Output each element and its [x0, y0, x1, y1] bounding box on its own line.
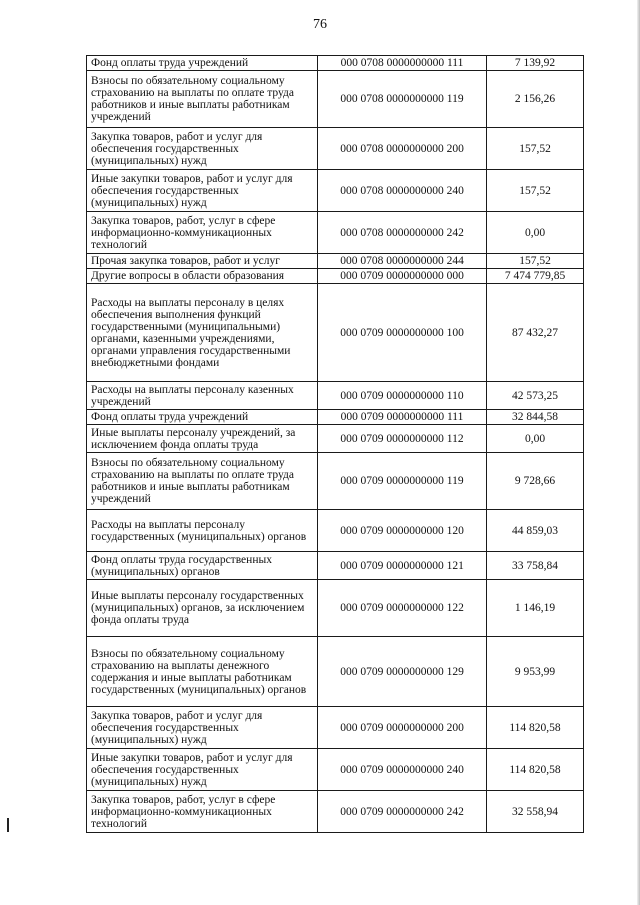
row-name-cell: Фонд оплаты труда учреждений	[87, 56, 318, 71]
table-row	[87, 410, 584, 425]
table-row	[87, 56, 584, 71]
row-name-cell: Расходы на выплаты персоналу в целях обеспечения выполнения функций государственными (муниципальными) органами, казенными учреждениями, органами управления государственными внебюджетными фондами	[87, 284, 318, 382]
row-code-cell: 000 0709 0000000000 119	[318, 453, 487, 510]
row-amount-cell: 9 728,66	[487, 453, 584, 510]
row-code-cell: 000 0708 0000000000 200	[318, 128, 487, 170]
row-code-cell: 000 0709 0000000000 110	[318, 382, 487, 410]
row-amount-cell: 1 146,19	[487, 580, 584, 637]
row-name-cell: Расходы на выплаты персоналу государственных (муниципальных) органов	[87, 510, 318, 552]
row-name-cell: Взносы по обязательному социальному страхованию на выплаты денежного содержания и иные выплаты работникам государственных (муниципальных) органов	[87, 637, 318, 707]
row-name-cell: Иные закупки товаров, работ и услуг для обеспечения государственных (муниципальных) нужд	[87, 749, 318, 791]
row-amount-cell: 32 844,58	[487, 410, 584, 425]
row-name-cell: Закупка товаров, работ, услуг в сфере информационно-коммуникационных технологий	[87, 791, 318, 833]
row-amount-cell: 157,52	[487, 170, 584, 212]
row-amount-cell: 7 474 779,85	[487, 269, 584, 284]
row-name-cell: Расходы на выплаты персоналу казенных учреждений	[87, 382, 318, 410]
table-row	[87, 791, 584, 833]
row-code-cell: 000 0709 0000000000 112	[318, 425, 487, 453]
table-row	[87, 707, 584, 749]
row-code-cell: 000 0709 0000000000 111	[318, 410, 487, 425]
table-row	[87, 269, 584, 284]
row-code-cell: 000 0708 0000000000 119	[318, 71, 487, 128]
row-amount-cell: 0,00	[487, 425, 584, 453]
row-amount-cell: 32 558,94	[487, 791, 584, 833]
table-row	[87, 212, 584, 254]
row-code-cell: 000 0709 0000000000 240	[318, 749, 487, 791]
row-code-cell: 000 0709 0000000000 242	[318, 791, 487, 833]
row-name-cell: Иные выплаты персоналу учреждений, за исключением фонда оплаты труда	[87, 425, 318, 453]
row-code-cell: 000 0709 0000000000 120	[318, 510, 487, 552]
row-code-cell: 000 0709 0000000000 121	[318, 552, 487, 580]
row-name-cell: Иные закупки товаров, работ и услуг для обеспечения государственных (муниципальных) нужд	[87, 170, 318, 212]
row-code-cell: 000 0709 0000000000 100	[318, 284, 487, 382]
row-name-cell: Фонд оплаты труда учреждений	[87, 410, 318, 425]
row-amount-cell: 9 953,99	[487, 637, 584, 707]
table-row	[87, 552, 584, 580]
row-amount-cell: 87 432,27	[487, 284, 584, 382]
row-amount-cell: 42 573,25	[487, 382, 584, 410]
row-amount-cell: 157,52	[487, 128, 584, 170]
row-name-cell: Взносы по обязательному социальному страхованию на выплаты по оплате труда работников и иные выплаты работникам учреждений	[87, 453, 318, 510]
margin-mark	[7, 818, 9, 832]
row-name-cell: Закупка товаров, работ и услуг для обеспечения государственных (муниципальных) нужд	[87, 707, 318, 749]
budget-table-body	[87, 56, 584, 833]
table-row	[87, 71, 584, 128]
row-amount-cell: 157,52	[487, 254, 584, 269]
row-code-cell: 000 0709 0000000000 129	[318, 637, 487, 707]
row-code-cell: 000 0709 0000000000 000	[318, 269, 487, 284]
table-row	[87, 284, 584, 382]
table-row	[87, 749, 584, 791]
row-amount-cell: 44 859,03	[487, 510, 584, 552]
table-row	[87, 580, 584, 637]
row-amount-cell: 114 820,58	[487, 749, 584, 791]
table-row	[87, 382, 584, 410]
row-name-cell: Фонд оплаты труда государственных (муниципальных) органов	[87, 552, 318, 580]
table-row	[87, 510, 584, 552]
row-code-cell: 000 0708 0000000000 242	[318, 212, 487, 254]
table-row	[87, 637, 584, 707]
row-code-cell: 000 0708 0000000000 111	[318, 56, 487, 71]
row-code-cell: 000 0709 0000000000 122	[318, 580, 487, 637]
row-name-cell: Закупка товаров, работ, услуг в сфере информационно-коммуникационных технологий	[87, 212, 318, 254]
row-amount-cell: 2 156,26	[487, 71, 584, 128]
row-code-cell: 000 0708 0000000000 240	[318, 170, 487, 212]
budget-table	[86, 55, 584, 833]
row-amount-cell: 33 758,84	[487, 552, 584, 580]
row-amount-cell: 114 820,58	[487, 707, 584, 749]
table-row	[87, 425, 584, 453]
page-number: 76	[313, 17, 327, 32]
row-name-cell: Прочая закупка товаров, работ и услуг	[87, 254, 318, 269]
table-row	[87, 254, 584, 269]
table-row	[87, 453, 584, 510]
table-row	[87, 128, 584, 170]
row-name-cell: Взносы по обязательному социальному страхованию на выплаты по оплате труда работников и иные выплаты работникам учреждений	[87, 71, 318, 128]
table-row	[87, 170, 584, 212]
row-name-cell: Другие вопросы в области образования	[87, 269, 318, 284]
row-amount-cell: 0,00	[487, 212, 584, 254]
row-name-cell: Закупка товаров, работ и услуг для обеспечения государственных (муниципальных) нужд	[87, 128, 318, 170]
row-code-cell: 000 0708 0000000000 244	[318, 254, 487, 269]
row-code-cell: 000 0709 0000000000 200	[318, 707, 487, 749]
row-amount-cell: 7 139,92	[487, 56, 584, 71]
row-name-cell: Иные выплаты персоналу государственных (муниципальных) органов, за исключением фонда оплаты труда	[87, 580, 318, 637]
